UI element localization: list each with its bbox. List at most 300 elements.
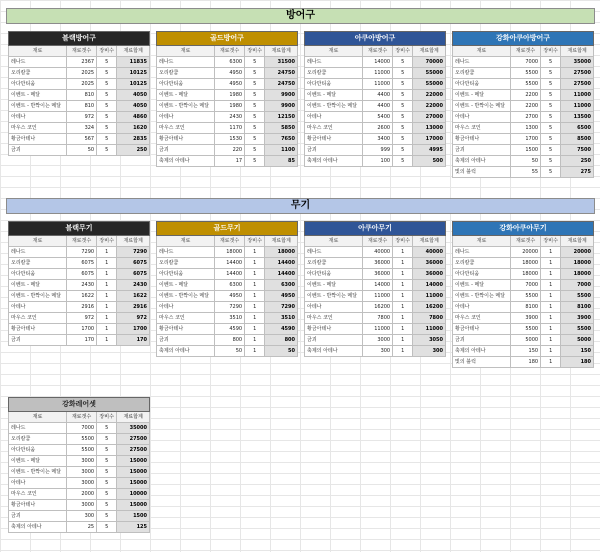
column-header: 재료합계 [413,236,446,247]
table-row [157,79,298,90]
column-header: 재료합계 [117,412,150,423]
equipment-count-cell: 5 [393,145,413,156]
quantity-cell: 5500 [510,324,540,335]
total-cell: 14400 [265,258,298,269]
table-row [9,258,150,269]
table-aqua-armor [304,31,446,167]
equipment-count-cell: 5 [97,123,117,134]
table-row [9,79,150,90]
equipment-count-cell: 1 [97,291,117,302]
equipment-count-cell: 5 [393,79,413,90]
quantity-cell: 5000 [510,335,540,346]
quantity-cell: 50 [510,156,540,167]
table-row [453,101,594,112]
material-cell: 이벤트 - 메달 [157,280,215,291]
table-title: 블랙방어구 [9,32,150,46]
quantity-cell: 4950 [214,291,244,302]
material-cell: 레나드 [9,247,67,258]
material-cell: 마우스 코인 [305,313,363,324]
quantity-cell: 100 [362,156,392,167]
quantity-cell: 972 [66,112,96,123]
material-cell: 황금아테나 [305,324,363,335]
total-cell: 17000 [413,134,446,145]
table-row [453,123,594,134]
column-header: 장비수 [541,236,561,247]
equipment-count-cell: 1 [97,313,117,324]
quantity-cell: 810 [66,101,96,112]
material-cell: 빛의 블럭 [453,167,511,178]
equipment-count-cell: 5 [245,79,265,90]
quantity-cell: 999 [362,145,392,156]
quantity-cell: 11000 [362,79,392,90]
table-row [9,522,150,533]
table-row [453,302,594,313]
material-cell: 이벤트 - 반짝이는 메달 [157,101,215,112]
column-header: 장비수 [97,412,117,423]
equipment-count-cell: 1 [97,280,117,291]
equipment-count-cell: 1 [393,291,413,302]
equipment-count-cell: 1 [541,324,561,335]
table-row [453,247,594,258]
equipment-count-cell: 5 [245,90,265,101]
total-cell: 5500 [561,324,594,335]
table-row [157,112,298,123]
material-cell: 이벤트 - 반짝이는 메달 [157,291,215,302]
column-header: 재료합계 [265,236,298,247]
total-cell: 250 [117,145,150,156]
table-row [9,112,150,123]
quantity-cell: 3000 [66,500,96,511]
quantity-cell: 2430 [66,280,96,291]
total-cell: 1620 [117,123,150,134]
column-header-row [9,46,150,57]
material-cell: 레나드 [453,247,511,258]
quantity-cell: 1700 [510,134,540,145]
material-cell: 아다만티움 [9,79,67,90]
material-cell: 금괴 [305,335,363,346]
total-cell: 22000 [413,101,446,112]
material-cell: 금괴 [305,145,363,156]
quantity-cell: 300 [66,511,96,522]
equipment-count-cell: 5 [245,123,265,134]
table-row [9,335,150,346]
quantity-cell: 3000 [66,478,96,489]
material-cell: 아테나 [9,112,67,123]
table-row [305,335,446,346]
table-row [305,156,446,167]
total-cell: 4995 [413,145,446,156]
material-cell: 오리칼쿰 [9,68,67,79]
total-cell: 4590 [265,324,298,335]
equipment-count-cell: 1 [393,335,413,346]
quantity-cell: 6300 [214,280,244,291]
material-cell: 아테나 [9,478,67,489]
quantity-cell: 5500 [510,68,540,79]
quantity-cell: 6075 [66,269,96,280]
table-row [453,68,594,79]
quantity-cell: 3000 [66,456,96,467]
table-black-weapon [8,221,150,346]
table-row [305,258,446,269]
material-cell: 이벤트 - 메달 [305,90,363,101]
table-enhanced-raid-set [8,397,150,533]
quantity-cell: 5500 [66,445,96,456]
column-header: 재료갯수 [510,46,540,57]
total-cell: 70000 [413,57,446,68]
material-cell: 아다만티움 [453,79,511,90]
quantity-cell: 11000 [362,324,392,335]
material-cell: 아다만티움 [9,269,67,280]
total-cell: 24750 [265,68,298,79]
quantity-cell: 1980 [214,90,244,101]
quantity-cell: 1622 [66,291,96,302]
table-row [305,324,446,335]
total-cell: 85 [265,156,298,167]
material-cell: 황금아테나 [305,134,363,145]
quantity-cell: 6075 [66,258,96,269]
total-cell: 2916 [117,302,150,313]
material-cell: 이벤트 - 메달 [453,90,511,101]
total-cell: 170 [117,335,150,346]
table-row [9,324,150,335]
column-header: 장비수 [97,236,117,247]
material-cell: 오리칼쿰 [305,258,363,269]
equipment-count-cell: 1 [541,335,561,346]
table-row [9,302,150,313]
quantity-cell: 2700 [510,112,540,123]
material-cell: 아다만티움 [305,79,363,90]
equipment-count-cell: 1 [245,247,265,258]
table-row [453,291,594,302]
material-cell: 금괴 [157,335,215,346]
total-cell: 11000 [413,324,446,335]
quantity-cell: 7000 [510,57,540,68]
equipment-count-cell: 1 [541,247,561,258]
table-enhanced-aqua-armor [452,31,594,178]
table-row [305,123,446,134]
equipment-count-cell: 5 [97,57,117,68]
quantity-cell: 2200 [510,101,540,112]
total-cell: 24750 [265,79,298,90]
column-header: 재료 [157,46,215,57]
total-cell: 6075 [117,258,150,269]
table-row [305,145,446,156]
total-cell: 11000 [413,291,446,302]
column-header: 재료 [157,236,215,247]
table-row [453,269,594,280]
equipment-count-cell: 5 [245,101,265,112]
quantity-cell: 324 [66,123,96,134]
material-cell: 레나드 [305,247,363,258]
material-cell: 아테나 [305,302,363,313]
equipment-count-cell: 5 [541,145,561,156]
equipment-count-cell: 5 [97,145,117,156]
equipment-count-cell: 5 [97,112,117,123]
equipment-count-cell: 1 [245,346,265,357]
equipment-count-cell: 1 [245,302,265,313]
material-cell: 레나드 [453,57,511,68]
quantity-cell: 2430 [214,112,244,123]
total-cell: 2430 [117,280,150,291]
table-enhanced-aqua-weapon [452,221,594,368]
table-title: 블랙무기 [9,222,150,236]
equipment-count-cell: 1 [393,302,413,313]
total-cell: 13000 [413,123,446,134]
material-cell: 황금아테나 [9,134,67,145]
column-header-row [157,236,298,247]
total-cell: 16200 [413,302,446,313]
total-cell: 15000 [117,467,150,478]
total-cell: 14400 [265,269,298,280]
material-cell: 마우스 코인 [305,123,363,134]
quantity-cell: 3400 [362,134,392,145]
material-cell: 이벤트 - 반짝이는 메달 [9,467,67,478]
quantity-cell: 14000 [362,57,392,68]
equipment-count-cell: 5 [393,101,413,112]
equipment-count-cell: 1 [541,313,561,324]
table-row [157,247,298,258]
equipment-count-cell: 5 [393,68,413,79]
table-row [157,346,298,357]
material-cell: 오리칼쿰 [453,258,511,269]
total-cell: 6300 [265,280,298,291]
equipment-count-cell: 5 [393,90,413,101]
total-cell: 10125 [117,79,150,90]
material-cell: 마우스 코인 [157,123,215,134]
quantity-cell: 14400 [214,269,244,280]
column-header: 재료갯수 [362,236,392,247]
material-cell: 아테나 [305,112,363,123]
equipment-count-cell: 5 [393,112,413,123]
material-cell: 황금아테나 [453,324,511,335]
equipment-count-cell: 5 [393,134,413,145]
equipment-count-cell: 5 [541,134,561,145]
material-cell: 레나드 [9,57,67,68]
material-cell: 이벤트 - 반짝이는 메달 [453,101,511,112]
material-cell: 축제의 아테나 [9,522,67,533]
equipment-count-cell: 1 [245,335,265,346]
quantity-cell: 1500 [510,145,540,156]
column-header: 재료합계 [413,46,446,57]
quantity-cell: 25 [66,522,96,533]
quantity-cell: 17 [214,156,244,167]
table-row [305,247,446,258]
table-row [9,247,150,258]
table-row [305,291,446,302]
total-cell: 7800 [413,313,446,324]
table-row [305,112,446,123]
column-header: 장비수 [393,236,413,247]
quantity-cell: 7800 [362,313,392,324]
material-cell: 금괴 [453,145,511,156]
quantity-cell: 810 [66,90,96,101]
equipment-count-cell: 1 [245,313,265,324]
table-row [453,346,594,357]
table-row [453,313,594,324]
column-header: 재료 [453,46,511,57]
table-black-armor [8,31,150,156]
equipment-count-cell: 5 [541,156,561,167]
column-header: 재료합계 [561,46,594,57]
equipment-count-cell: 1 [393,280,413,291]
column-header: 장비수 [393,46,413,57]
equipment-count-cell: 1 [541,302,561,313]
material-cell: 이벤트 - 반짝이는 메달 [453,291,511,302]
total-cell: 10000 [117,489,150,500]
material-cell: 금괴 [9,335,67,346]
equipment-count-cell: 5 [97,489,117,500]
total-cell: 14000 [413,280,446,291]
material-cell: 아테나 [453,112,511,123]
material-cell: 레나드 [9,423,67,434]
table-row [305,90,446,101]
table-row [157,258,298,269]
quantity-cell: 2000 [66,489,96,500]
total-cell: 972 [117,313,150,324]
total-cell: 150 [561,346,594,357]
total-cell: 7290 [117,247,150,258]
column-header-row [305,236,446,247]
table-row [305,269,446,280]
equipment-count-cell: 1 [393,269,413,280]
column-header: 재료합계 [117,236,150,247]
total-cell: 18000 [561,258,594,269]
material-cell: 이벤트 - 반짝이는 메달 [9,291,67,302]
equipment-count-cell: 5 [245,156,265,167]
quantity-cell: 7290 [66,247,96,258]
quantity-cell: 14000 [362,280,392,291]
material-cell: 축제의 아테나 [157,156,215,167]
table-row [305,79,446,90]
table-title: 강화아쿠아방어구 [453,32,594,46]
table-row [305,134,446,145]
material-cell: 이벤트 - 반짝이는 메달 [9,101,67,112]
total-cell: 4950 [265,291,298,302]
table-row [305,346,446,357]
table-row [453,324,594,335]
table-row [453,134,594,145]
total-cell: 15000 [117,456,150,467]
column-header-row [157,46,298,57]
material-cell: 마우스 코인 [453,313,511,324]
quantity-cell: 8100 [510,302,540,313]
table-row [453,90,594,101]
column-header-row [9,412,150,423]
equipment-count-cell: 5 [393,57,413,68]
quantity-cell: 6300 [214,57,244,68]
table-row [453,335,594,346]
quantity-cell: 50 [66,145,96,156]
total-cell: 10125 [117,68,150,79]
quantity-cell: 1530 [214,134,244,145]
equipment-count-cell: 5 [541,167,561,178]
table-row [9,445,150,456]
quantity-cell: 4400 [362,101,392,112]
equipment-count-cell: 5 [245,57,265,68]
total-cell: 8100 [561,302,594,313]
column-header: 장비수 [245,46,265,57]
equipment-count-cell: 1 [245,324,265,335]
total-cell: 27500 [117,434,150,445]
table-row [9,134,150,145]
total-cell: 500 [413,156,446,167]
material-cell: 아다만티움 [157,79,215,90]
table-title: 골드방어구 [157,32,298,46]
column-header: 재료 [9,412,67,423]
quantity-cell: 7290 [214,302,244,313]
total-cell: 15000 [117,500,150,511]
table-row [453,156,594,167]
column-header: 재료 [9,46,67,57]
quantity-cell: 4950 [214,68,244,79]
table-row [9,313,150,324]
column-header: 재료갯수 [510,236,540,247]
material-cell: 이벤트 - 반짝이는 메달 [305,291,363,302]
column-header: 재료합계 [561,236,594,247]
table-row [9,500,150,511]
total-cell: 2835 [117,134,150,145]
section-header-weapon: 무기 [6,198,595,214]
total-cell: 1500 [117,511,150,522]
equipment-count-cell: 5 [97,511,117,522]
quantity-cell: 36000 [362,258,392,269]
equipment-count-cell: 5 [97,90,117,101]
total-cell: 4050 [117,90,150,101]
total-cell: 36000 [413,269,446,280]
equipment-count-cell: 1 [245,258,265,269]
material-cell: 황금아테나 [9,500,67,511]
equipment-count-cell: 1 [393,313,413,324]
column-header: 재료 [305,236,363,247]
quantity-cell: 5500 [510,291,540,302]
total-cell: 20000 [561,247,594,258]
quantity-cell: 4950 [214,79,244,90]
total-cell: 22000 [413,90,446,101]
material-cell: 축제의 아테나 [305,346,363,357]
material-cell: 금괴 [157,145,215,156]
equipment-count-cell: 1 [97,269,117,280]
equipment-count-cell: 1 [393,346,413,357]
material-cell: 축제의 아테나 [157,346,215,357]
table-row [9,434,150,445]
equipment-count-cell: 5 [97,445,117,456]
material-cell: 이벤트 - 반짝이는 메달 [305,101,363,112]
table-row [9,123,150,134]
table-row [157,156,298,167]
equipment-count-cell: 5 [97,478,117,489]
total-cell: 27500 [561,79,594,90]
equipment-count-cell: 5 [97,423,117,434]
material-cell: 황금아테나 [9,324,67,335]
table-row [305,68,446,79]
quantity-cell: 150 [510,346,540,357]
column-header: 재료갯수 [214,236,244,247]
equipment-count-cell: 5 [541,79,561,90]
quantity-cell: 972 [66,313,96,324]
material-cell: 이벤트 - 메달 [453,280,511,291]
total-cell: 18000 [265,247,298,258]
table-row [157,134,298,145]
equipment-count-cell: 1 [393,247,413,258]
total-cell: 7650 [265,134,298,145]
total-cell: 11835 [117,57,150,68]
table-gold-weapon [156,221,298,357]
quantity-cell: 3000 [66,467,96,478]
material-cell: 마우스 코인 [9,489,67,500]
total-cell: 27500 [117,445,150,456]
equipment-count-cell: 5 [245,145,265,156]
column-header-row [9,236,150,247]
